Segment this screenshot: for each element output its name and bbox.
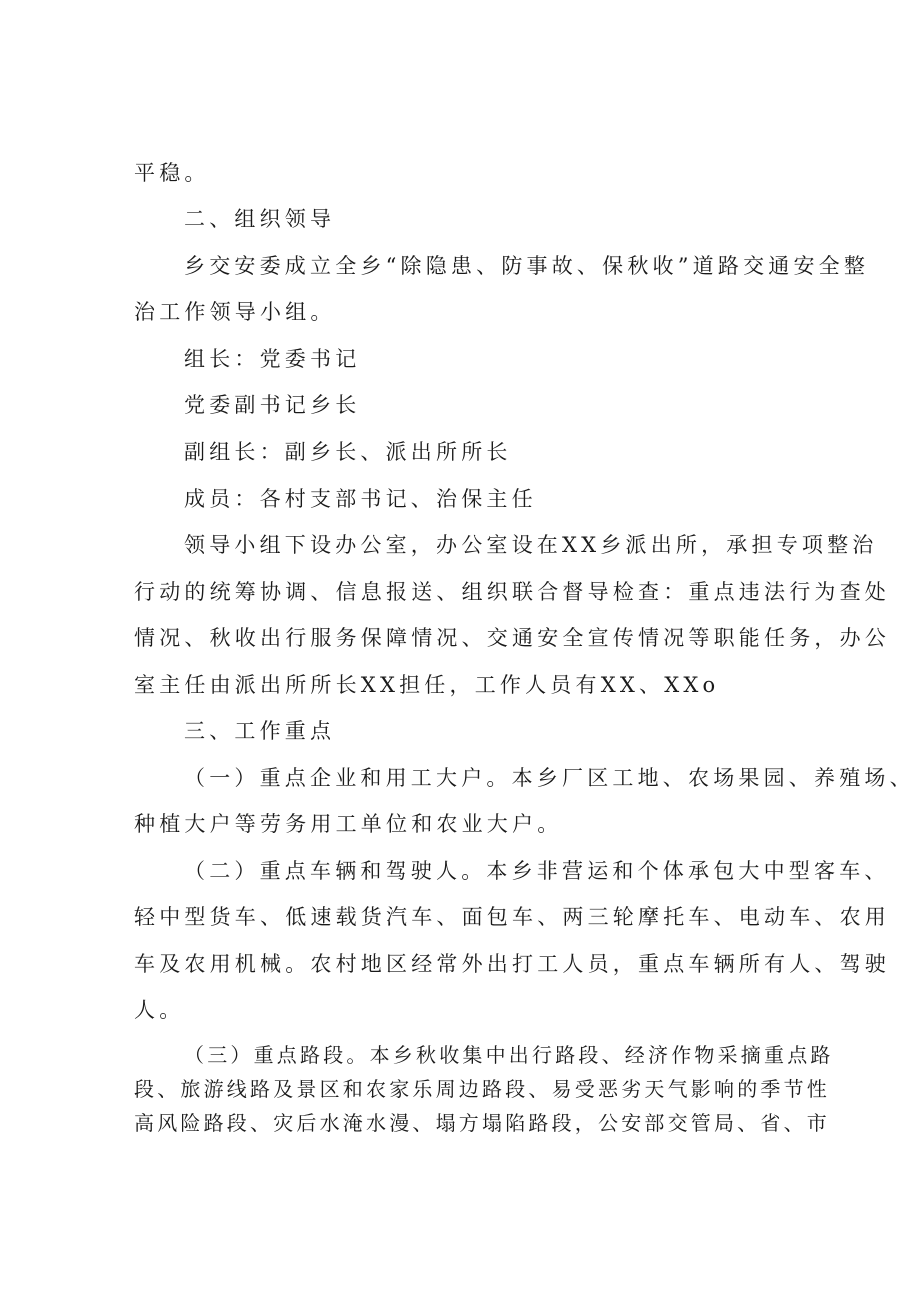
text-line: 段、旅游线路及景区和农家乐周边路段、易受恶劣天气影响的季节性 xyxy=(134,1077,830,1101)
text-line: 成员：各村支部书记、治保主任 xyxy=(184,487,537,511)
text-line: 副组长：副乡长、派出所所长 xyxy=(184,440,512,464)
section-heading: 二、组织领导 xyxy=(184,207,336,231)
text-line: （一）重点企业和用工大户。本乡厂区工地、农场果园、养殖场、 xyxy=(184,766,915,790)
text-line: 车及农用机械。农村地区经常外出打工人员，重点车辆所有人、驾驶 xyxy=(134,952,890,976)
text-line: 人。 xyxy=(134,998,185,1022)
text-line: 高风险路段、灾后水淹水漫、塌方塌陷路段，公安部交管局、省、市 xyxy=(134,1111,830,1135)
text-line: 轻中型货车、低速载货汽车、面包车、两三轮摩托车、电动车、农用 xyxy=(134,905,890,929)
text-line: 乡交安委成立全乡“除隐患、防事故、保秋收”道路交通安全整 xyxy=(184,254,870,278)
text-line: 平稳。 xyxy=(134,161,210,185)
text-line: 治工作领导小组。 xyxy=(134,300,336,324)
text-line: 室主任由派出所所长XX担任，工作人员有XX、XXo xyxy=(134,673,720,697)
text-line: 行动的统筹协调、信息报送、组织联合督导检查：重点违法行为查处 xyxy=(134,580,890,604)
text-line: （三）重点路段。本乡秋收集中出行路段、经济作物采摘重点路 xyxy=(184,1043,834,1067)
text-line: 领导小组下设办公室，办公室设在XX乡派出所，承担专项整治 xyxy=(184,533,878,557)
section-heading: 三、工作重点 xyxy=(184,719,336,743)
text-line: 情况、秋收出行服务保障情况、交通安全宣传情况等职能任务，办公 xyxy=(134,626,890,650)
text-line: （二）重点车辆和驾驶人。本乡非营运和个体承包大中型客车、 xyxy=(184,859,890,883)
text-line: 党委副书记乡长 xyxy=(184,393,361,417)
text-line: 组长：党委书记 xyxy=(184,347,361,371)
text-line: 种植大户等劳务用工单位和农业大户。 xyxy=(134,812,563,836)
